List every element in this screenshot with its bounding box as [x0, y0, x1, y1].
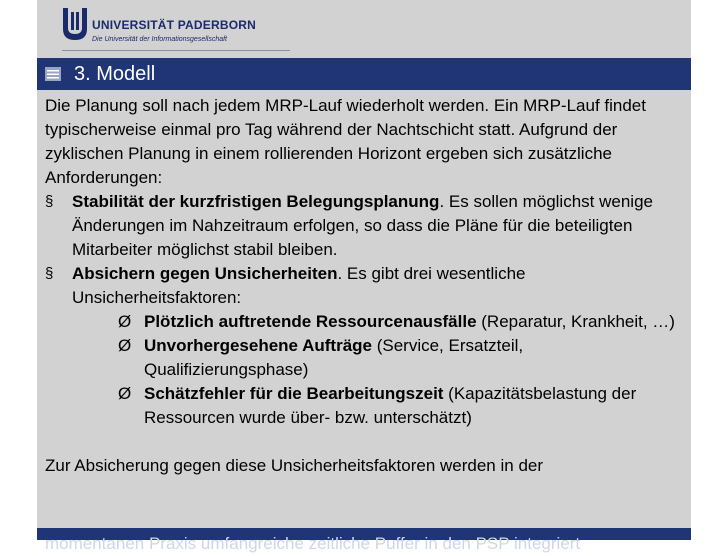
logo-divider — [62, 50, 290, 51]
arrow-marker: Ø — [118, 384, 132, 403]
slide-title: 3. Modell — [74, 63, 156, 85]
title-bar — [37, 58, 691, 90]
bullet-marker: § — [45, 265, 54, 282]
sub-item-bold: Unvorhergesehene Aufträge — [144, 336, 372, 355]
bullet-item — [45, 262, 685, 310]
sub-item-text: (Service, Ersatzteil, Qualifizierungsphase) — [144, 336, 524, 379]
bullet-marker: § — [45, 193, 54, 210]
bullet-text: . Es sollen möglichst wenige Änderungen im Nahzeitraum erfolgen, so dass die Pläne für die beteiligten Mitarbeiter möglichst stabil bleiben. — [72, 192, 653, 259]
bullet-text: . Es gibt drei wesentliche Unsicherheitsfaktoren: — [72, 264, 526, 307]
cut-off-text: momentanen Praxis umfangreiche zeitliche Puffer in den PSP integriert — [45, 534, 581, 553]
sub-item — [45, 334, 685, 382]
sub-item — [45, 382, 685, 430]
spacer — [45, 430, 685, 454]
sub-item-bold: Plötzlich auftretende Ressourcenausfälle — [144, 312, 477, 331]
bullet-item — [45, 190, 685, 262]
slide-content — [45, 94, 685, 478]
sub-item-bold: Schätzfehler für die Bearbeitungszeit — [144, 384, 444, 403]
closing-paragraph: Zur Absicherung gegen diese Unsicherheitsfaktoren werden in der — [45, 456, 544, 475]
bullet-bold: Stabilität der kurzfristigen Belegungsplanung — [72, 192, 440, 211]
university-logo — [60, 4, 256, 50]
sub-item-text: (Kapazitätsbelastung der Ressourcen wurde über- bzw. unterschätzt) — [144, 384, 637, 427]
arrow-marker: Ø — [118, 336, 132, 355]
university-slogan: Die Universität der Informationsgesellschaft — [92, 36, 228, 43]
slide-marker-icon — [45, 67, 61, 81]
intro-paragraph: Die Planung soll nach jedem MRP-Lauf wiederholt werden. Ein MRP-Lauf findet typischerweise einmal pro Tag während der Nachtschicht statt. Aufgrund der zyklischen Planung in einem rollierenden Horizont ergeben sich zusätzliche Anforderungen: — [45, 96, 646, 187]
university-emblem-icon — [60, 4, 90, 44]
sub-item — [45, 310, 685, 334]
sub-item-text: (Reparatur, Krankheit, …) — [476, 312, 675, 331]
university-name: UNIVERSITÄT PADERBORN — [92, 18, 256, 32]
arrow-marker: Ø — [118, 312, 132, 331]
bullet-bold: Absichern gegen Unsicherheiten — [72, 264, 338, 283]
